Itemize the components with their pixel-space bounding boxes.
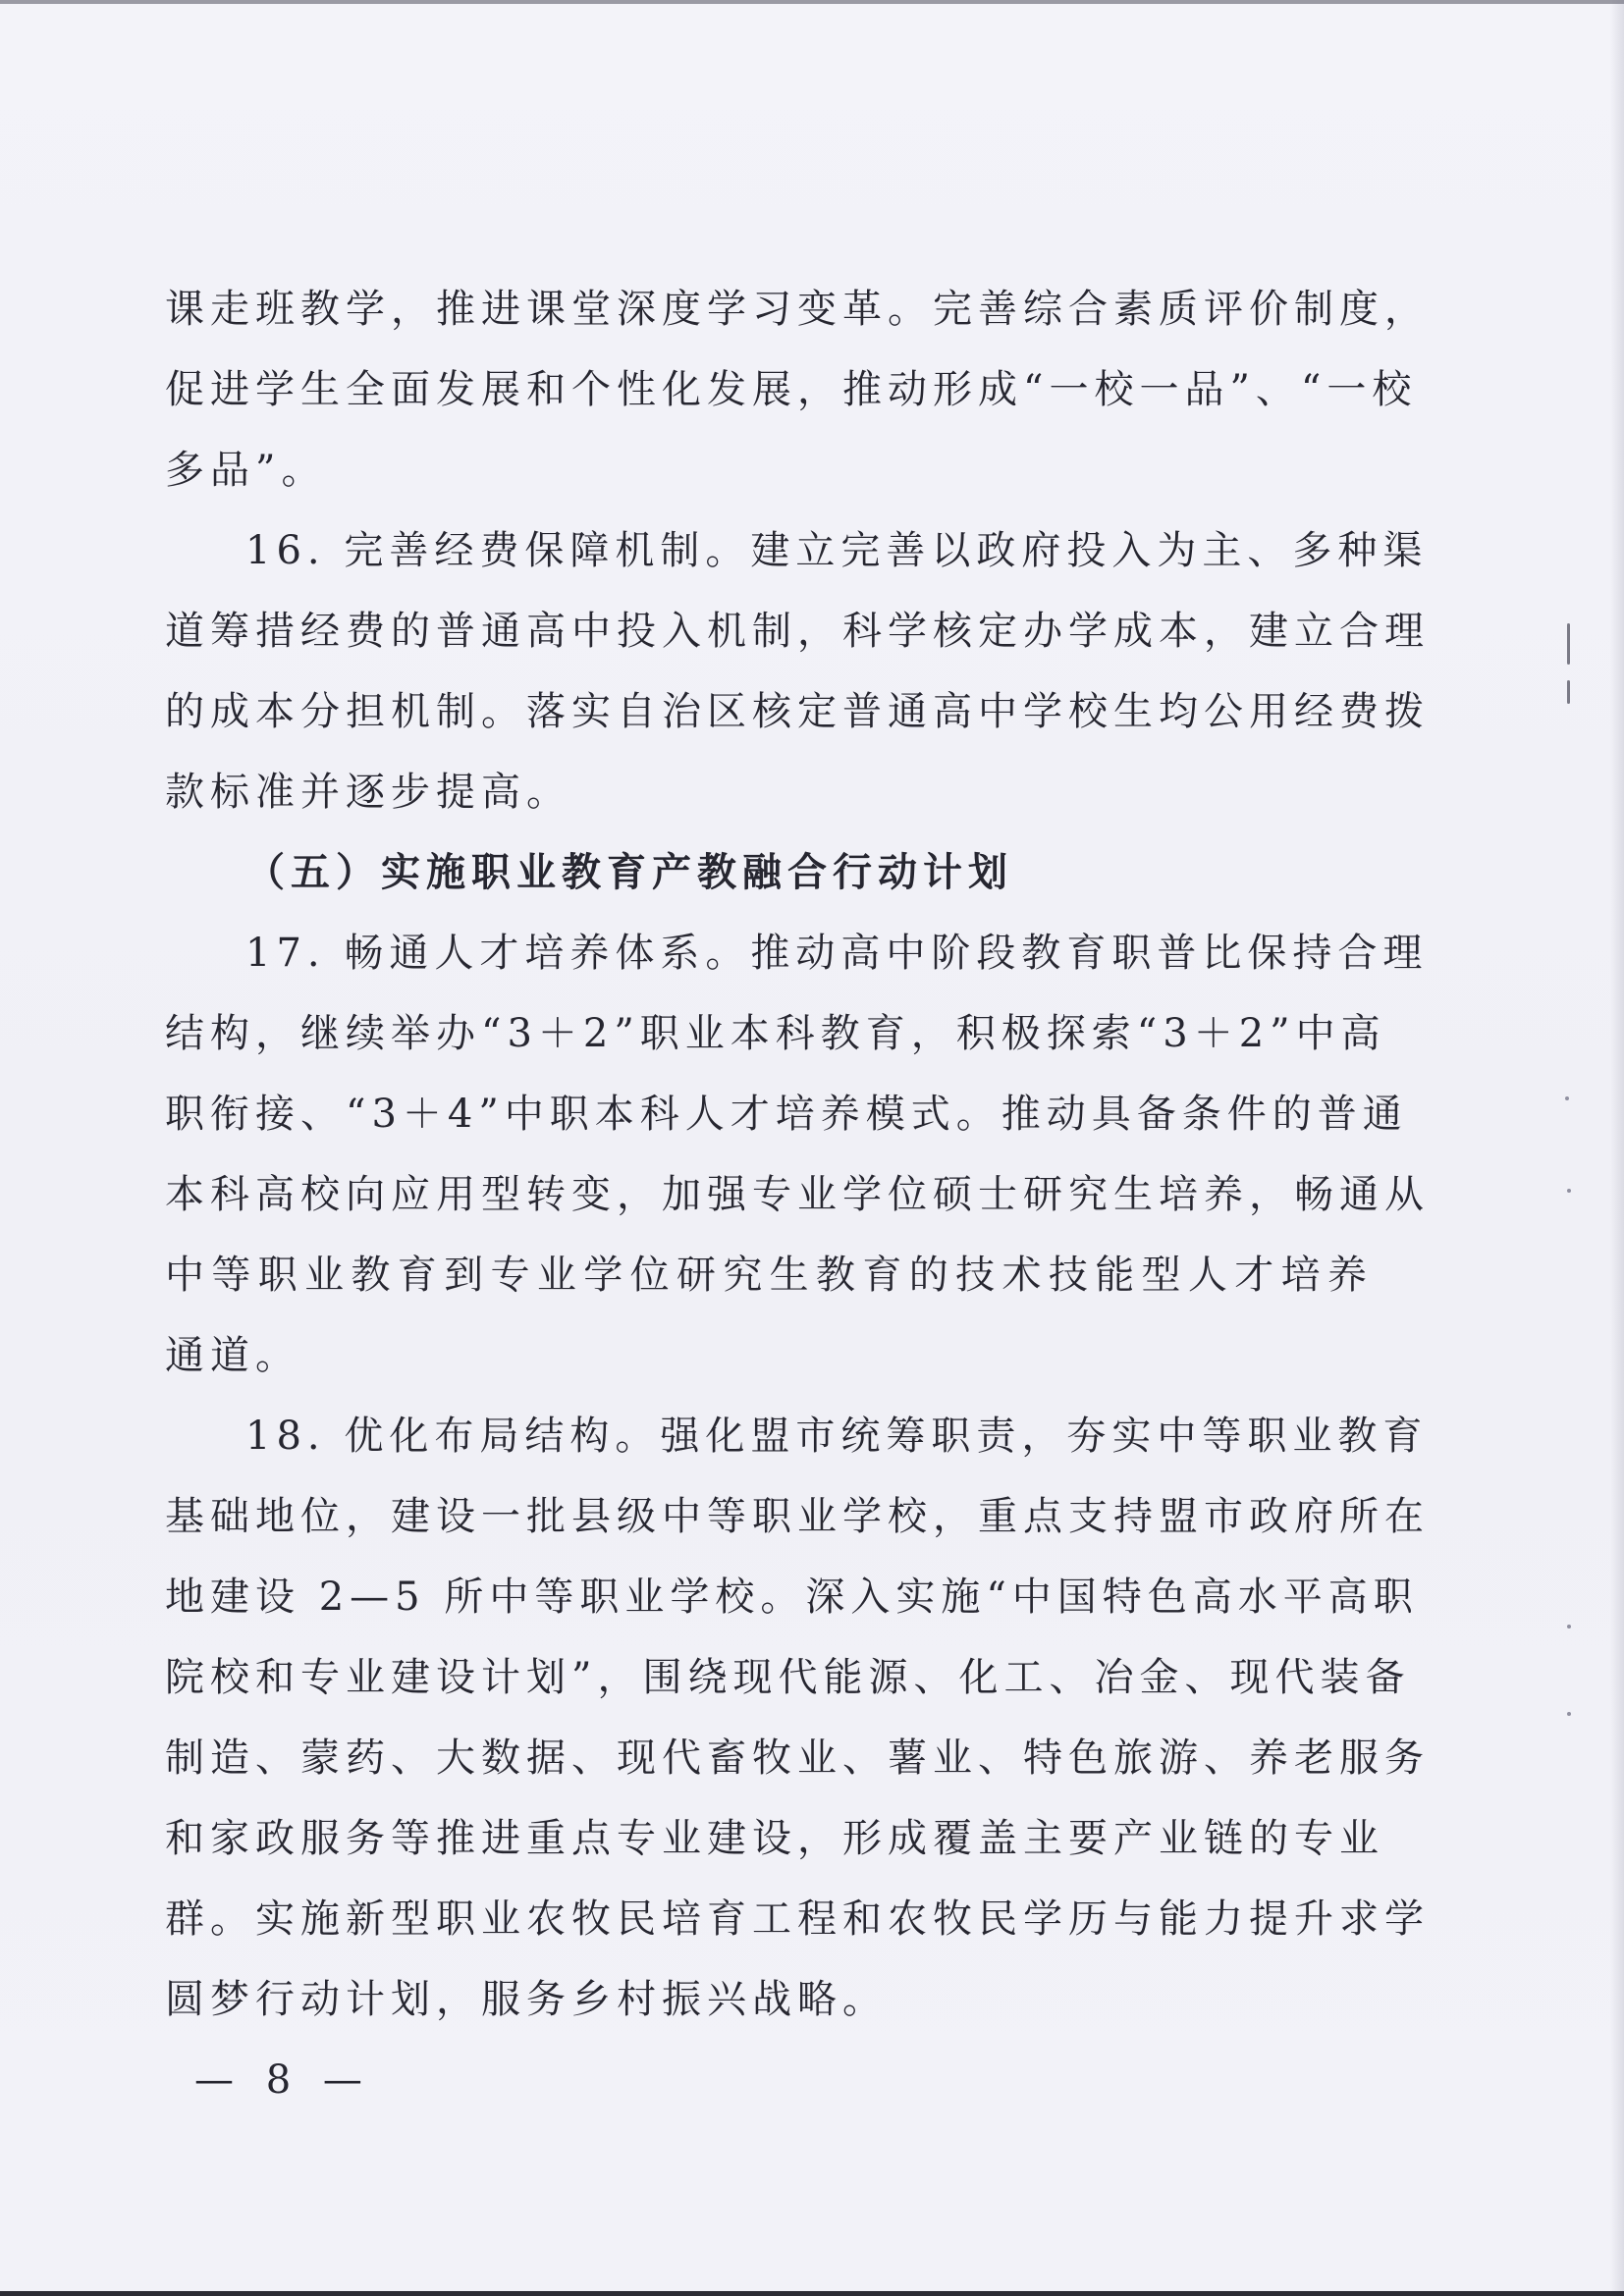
body-line: 院校和专业建设计划”，围绕现代能源、化工、冶金、现代装备 [165,1655,1411,1700]
body-line: 的成本分担机制。落实自治区核定普通高中学校生均公用经费拨 [165,689,1430,734]
paragraph-17-start: 17. 畅通人才培养体系。推动高中阶段教育职普比保持合理 [245,931,1429,976]
body-line: 道筹措经费的普通高中投入机制，科学核定办学成本，建立合理 [165,609,1430,654]
paragraph-18-start: 18. 优化布局结构。强化盟市统筹职责，夯实中等职业教育 [245,1414,1429,1459]
scan-speck [1565,1096,1569,1100]
body-line: 制造、蒙药、大数据、现代畜牧业、薯业、特色旅游、养老服务 [165,1735,1430,1781]
body-line: 款标准并逐步提高。 [165,770,571,815]
body-line: 课走班教学，推进课堂深度学习变革。完善综合素质评价制度， [165,287,1430,332]
body-line: 群。实施新型职业农牧民培育工程和农牧民学历与能力提升求学 [165,1896,1430,1942]
margin-mark [1567,680,1570,704]
body-line: 圆梦行动计划，服务乡村振兴战略。 [165,1977,888,2022]
body-line: 基础地位，建设一批县级中等职业学校，重点支持盟市政府所在 [165,1494,1430,1539]
scan-top-edge [0,0,1624,4]
body-line: 多品”。 [165,448,327,493]
paragraph-16-start: 16. 完善经费保障机制。建立完善以政府投入为主、多种渠 [245,528,1429,573]
body-line: 职衔接、“3＋4”中职本科人才培养模式。推动具备条件的普通 [165,1092,1408,1137]
scan-right-shadow [1610,0,1624,2296]
body-line: 和家政服务等推进重点专业建设，形成覆盖主要产业链的专业 [165,1816,1384,1861]
body-line: 结构，继续举办“3＋2”职业本科教育，积极探索“3＋2”中高 [165,1011,1386,1056]
section-heading: （五）实施职业教育产教融合行动计划 [245,849,1013,895]
body-line: 通道。 [165,1333,300,1378]
body-line: 促进学生全面发展和个性化发展，推动形成“一校一品”、“一校 [165,367,1418,412]
body-line: 本科高校向应用型转变，加强专业学位硕士研究生培养，畅通从 [165,1172,1430,1217]
scan-speck [1567,1712,1571,1716]
scan-speck [1567,1625,1571,1629]
scan-speck [1567,1189,1571,1193]
body-line: 中等职业教育到专业学位研究生教育的技术技能型人才培养 [165,1253,1373,1298]
page-number: — 8 — [194,2057,372,2103]
body-line: 地建设 2—5 所中等职业学校。深入实施“中国特色高水平高职 [165,1575,1419,1620]
margin-mark [1567,623,1570,665]
scan-bottom-edge [0,2291,1624,2296]
